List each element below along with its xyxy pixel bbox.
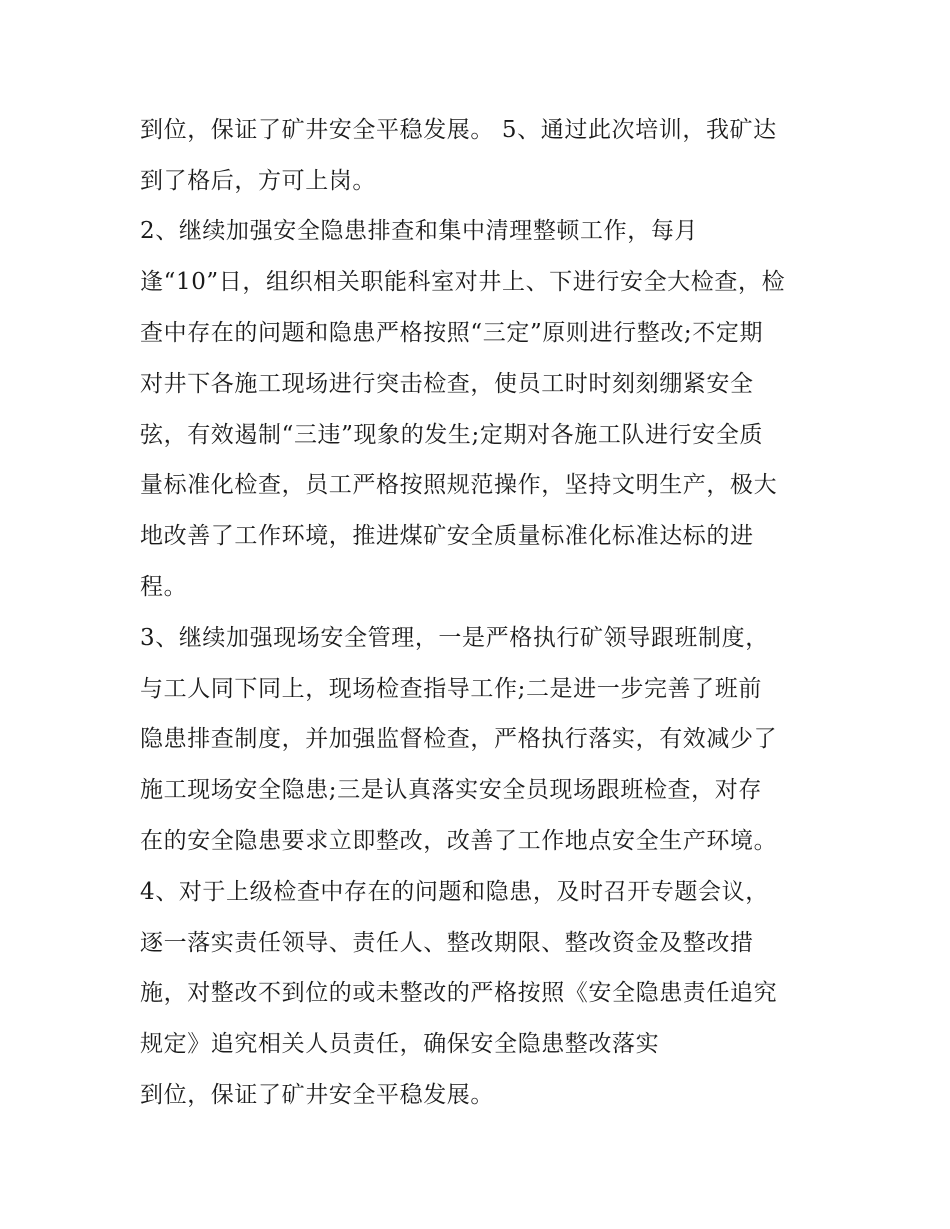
text-line: 隐患排查制度，并加强监督检查，严格执行落实，有效减少了 <box>140 726 778 752</box>
text-line: 逢“10”日，组织相关职能科室对井上、下进行安全大检查，检 <box>140 269 786 295</box>
text-line: 规定》追究相关人员责任，确保安全隐患整改落实 <box>140 1031 660 1057</box>
text-line: 量标准化检查，员工严格按照规范操作，坚持文明生产，极大 <box>140 472 778 498</box>
text-line: 3、继续加强现场安全管理，一是严格执行矿领导跟班制度， <box>140 625 769 651</box>
text-line: 在的安全隐患要求立即整改，改善了工作地点安全生产环境。 <box>140 828 778 854</box>
text-line: 逐一落实责任领导、责任人、整改期限、整改资金及整改措 <box>140 930 754 956</box>
text-line: 到了格后，方可上岗。 <box>140 168 376 194</box>
text-line: 地改善了工作环境，推进煤矿安全质量标准化标准达标的进 <box>140 523 754 549</box>
text-line: 施，对整改不到位的或未整改的严格按照《安全隐患责任追究 <box>140 980 778 1006</box>
text-line: 2、继续加强安全隐患排查和集中清理整顿工作，每月 <box>140 218 699 244</box>
text-line: 弦，有效遏制“三违”现象的发生;定期对各施工队进行安全质 <box>140 422 764 448</box>
text-line: 施工现场安全隐患;三是认真落实安全员现场跟班检查，对存 <box>140 777 762 803</box>
text-line: 4、对于上级检查中存在的问题和隐患，及时召开专题会议， <box>140 879 769 905</box>
text-line: 与工人同下同上，现场检查指导工作;二是进一步完善了班前 <box>140 676 762 702</box>
text-line: 到位，保证了矿井安全平稳发展。 5、通过此次培训，我矿达 <box>140 117 777 143</box>
text-line: 到位，保证了矿井安全平稳发展。 <box>140 1082 494 1108</box>
text-line: 查中存在的问题和隐患严格按照“三定”原则进行整改;不定期 <box>140 320 764 346</box>
text-line: 程。 <box>140 574 188 600</box>
text-line: 对井下各施工现场进行突击检查，使员工时时刻刻绷紧安全 <box>140 371 754 397</box>
